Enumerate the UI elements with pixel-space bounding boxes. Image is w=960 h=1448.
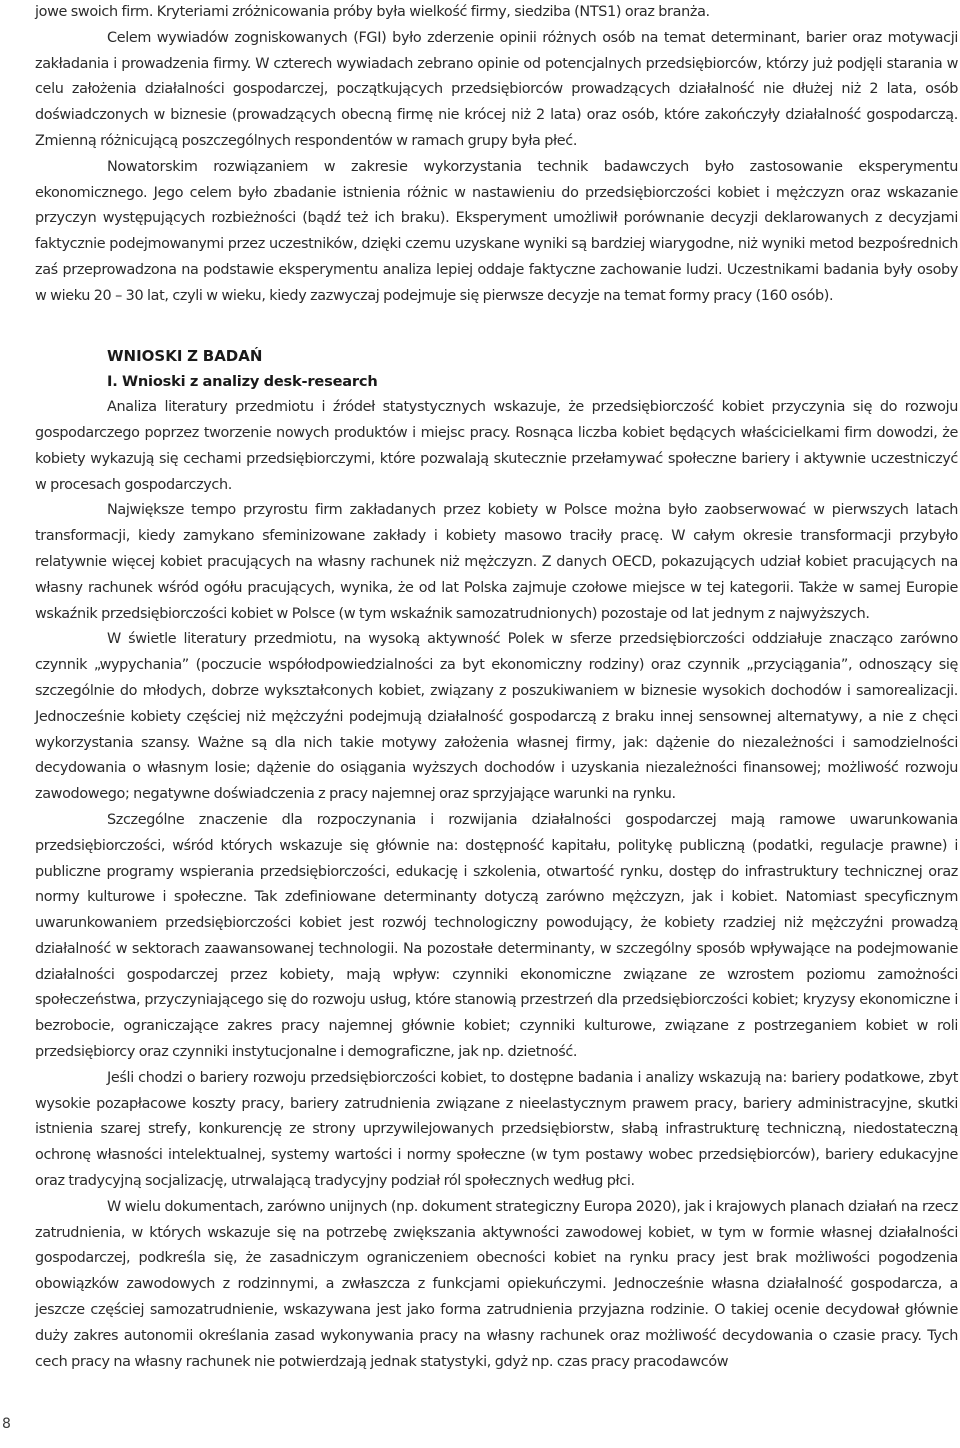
section-heading: WNIOSKI Z BADAŃ [107,346,263,365]
section-header [35,344,958,396]
document-page [35,0,958,1375]
paragraph-body-2: Największe tempo przyrostu firm zakładanych przez kobiety w Polsce można było zaobserwować w pierwszych latach transformacji, kiedy zamykano sfeminizowane zakłady i kobiety masowo traciły pracę. W całym okresie transformacji przybyło relatywnie więcej kobiet pracujących na własny rachunek niż mężczyzn. Z danych OECD, pokazujących udział kobiet pracujących na własny rachunek wśród ogółu pracujących, wynika, że od lat Polska zajmuje czołowe miejsce w tej kategorii. Także w samej Europie wskaźnik przedsiębiorczości kobiet w Polsce (w tym wskaźnik samozatrudnionych) pozostaje od lat jednym z najwyższych. [35,502,958,622]
paragraph-body-6: W wielu dokumentach, zarówno unijnych (np. dokument strategiczny Europa 2020), jak i krajowych planach działań na rzecz zatrudnienia, w których wskazuje się na potrzebę zwiększania aktywności zawodowej kobiet, w tym w formie własnej działalności gospodarczej, podkreśla się, że zasadniczym ograniczeniem obecności kobiet na rynku pracy jest brak możliwości pogodzenia obowiązków zawodowych z rodzinnymi, a zwłaszcza z funkcjami opiekuńczymi. Jednocześnie własna działalność gospodarcza, a jeszcze częściej samozatrudnienie, wskazywana jest jako forma zatrudnienia przyjazna rodzinie. O takiej ocenie decydował głównie duży zakres autonomii określania zasad wykonywania pracy na własny rachunek oraz możliwość decydowania o czasie pracy. Tych cech pracy na własny rachunek nie potwierdzają jednak statystyki, gdyż np. czas pracy pracodawców [35,1198,958,1370]
paragraph-body-5: Jeśli chodzi o bariery rozwoju przedsiębiorczości kobiet, to dostępne badania i analizy wskazują na: bariery podatkowe, zbyt wysokie pozapłacowe koszty pracy, bariery zatrudnienia związane z nieelastycznym prawem pracy, bariery administracyjne, skutki istnienia szarej strefy, konkurencję ze strony uprzywilejowanych przedsiębiorstw, słabą infrastrukturę techniczną, niedostateczną ochronę własności intelektualnej, systemy wartości i normy społeczne (w tym postawy wobec przedsiębiorców), bariery edukacyjne oraz tradycyjną socjalizację, utrwalającą tradycyjny podział ról społecznych według płci. [35,1069,958,1190]
page-number: 8 [2,1416,11,1432]
paragraph-intro-2: Celem wywiadów zogniskowanych (FGI) było zderzenie opinii różnych osób na temat determinant, barier oraz motywacji zakładania i prowadzenia firmy. W czterech wywiadach zebrano opinie od potencjalnych przedsiębiorców, którzy już podjęli starania w celu założenia działalności gospodarczej, początkujących przedsiębiorców prowadzących działalność nie dłużej niż 2 lata, osób doświadczonych w biznesie (prowadzących obecną firmę nie krócej niż 2 lata) oraz osób, które zakończyły działalność gospodarczą. Zmienną różnicującą poszczególnych respondentów w ramach grupy była płeć. [35,29,958,149]
sub-heading: I. Wnioski z analizy desk-research [107,373,378,391]
paragraph-intro-3: Nowatorskim rozwiązaniem w zakresie wykorzystania technik badawczych było zastosowanie eksperymentu ekonomicznego. Jego celem było zbadanie istnienia różnic w nastawieniu do przedsiębiorczości kobiet i mężczyzn oraz wskazanie przyczyn występujących rozbieżności (bądź też ich braku). Eksperyment umożliwił porównanie decyzji deklarowanych z decyzjami faktycznie podejmowanymi przez uczestników, dzięki czemu uzyskane wyniki są bardziej wiarygodne, niż wyniki metod bezpośrednich zaś przeprowadzona na podstawie eksperymentu analiza lepiej oddaje faktyczne zachowanie ludzi. Uczestnikami badania były osoby w wieku 20 – 30 lat, czyli w wieku, kiedy zazwyczaj podejmuje się pierwsze decyzje na temat formy pracy (160 osób). [35,158,958,304]
paragraph-intro-1: jowe swoich firm. Kryteriami zróżnicowania próby była wielkość firmy, siedziba (NTS1) oraz branża. [35,4,710,20]
paragraph-body-4: Szczególne znaczenie dla rozpoczynania i rozwijania działalności gospodarczej mają ramowe uwarunkowania przedsiębiorczości, wśród których wskazuje się głównie na: dostępność kapitału, politykę publiczną (podatki, regulacje prawne) i publiczne programy wspierania przedsiębiorczości, edukację i szkolenia, otwartość rynku, dostęp do infrastruktury technicznej oraz normy kulturowe i społeczne. Tak zdefiniowane determinanty dotyczą zarówno mężczyzn, jak i kobiet. Natomiast specyficznym uwarunkowaniem przedsiębiorczości kobiet jest rozwój technologiczny powodujący, że kobiety rzadziej niż mężczyźni prowadzą działalność w sektorach zaawansowanej technologii. Na pozostałe determinanty, w szczególny sposób wpływające na podejmowanie działalności gospodarczej przez kobiety, mają wpływ: czynniki ekonomiczne związane ze wzrostem poziomu zamożności społeczeństwa, przyczyniającego się do rozwoju usług, które stanowią przestrzeń dla przedsiębiorczości kobiet; kryzysy ekonomiczne i bezrobocie, ograniczające zakres pracy najemnej głównie kobiet; czynniki kulturowe, związane z postrzeganiem kobiet w roli przedsiębiorcy oraz czynniki instytucjonalne i demograficzne, jak np. dzietność. [35,811,958,1061]
paragraph-body-1: Analiza literatury przedmiotu i źródeł statystycznych wskazuje, że przedsiębiorczość kobiet przyczynia się do rozwoju gospodarczego poprzez tworzenie nowych produktów i miejsc pracy. Rosnąca liczba kobiet będących właścicielkami firm dowodzi, że kobiety wykazują się cechami przedsiębiorczymi, które pozwalają skutecznie przełamywać społeczne bariery i aktywnie uczestniczyć w procesach gospodarczych. [35,399,958,493]
paragraph-body-3: W świetle literatury przedmiotu, na wysoką aktywność Polek w sferze przedsiębiorczości oddziałuje znacząco zarówno czynnik „wypychania” (poczucie współodpowiedzialności za byt ekonomiczny rodziny) oraz czynnik „przyciągania”, odnoszący się szczególnie do młodych, dobrze wykształconych kobiet, związany z poszukiwaniem w biznesie wysokich dochodów i samorealizacji. Jednocześnie kobiety częściej niż mężczyźni podejmują działalność gospodarczą z braku innej sensownej alternatywy, a nie z chęci wykorzystania szansy. Ważne są dla nich takie motywy założenia własnej firmy, jak: dążenie do niezależności i samodzielności decydowania o własnym losie; dążenie do osiągania wyższych dochodów i uzyskania niezależności finansowej; możliwość rozwoju zawodowego; negatywne doświadczenia z pracy najemnej oraz sprzyjające warunki na rynku. [35,631,958,803]
